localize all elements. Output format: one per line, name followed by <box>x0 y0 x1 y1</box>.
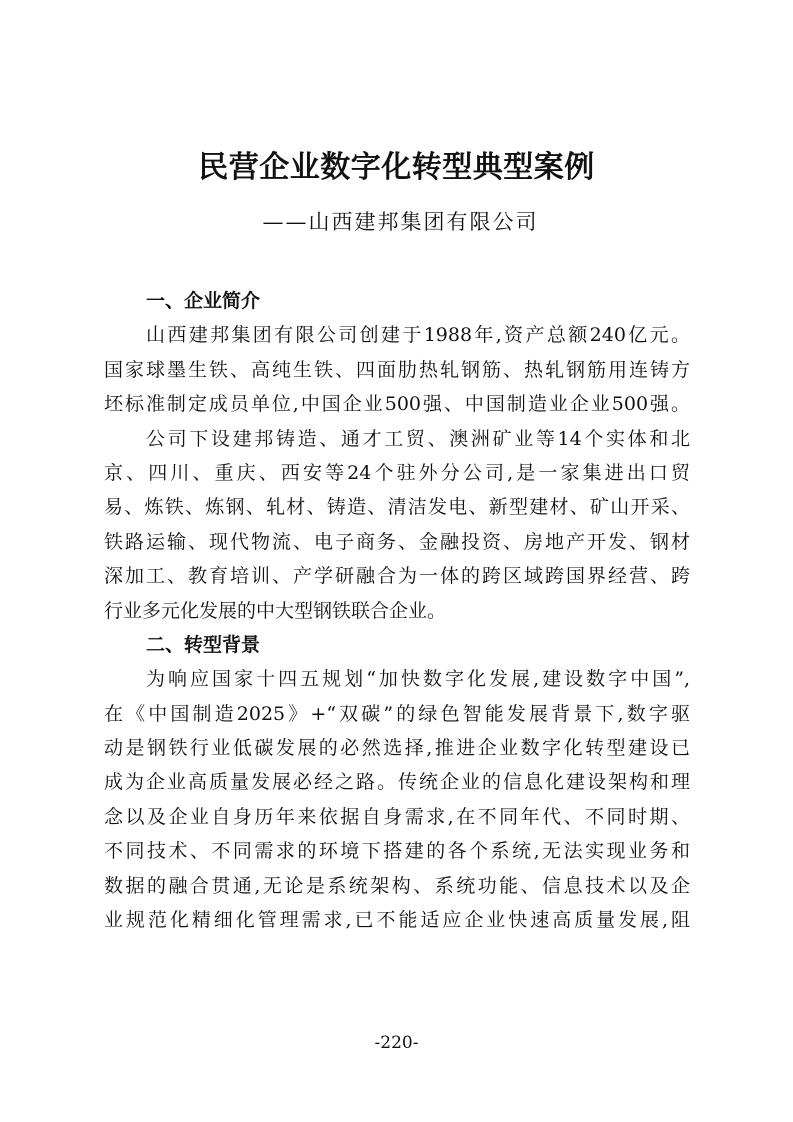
text-line: 数据的融合贯通,无论是系统架构、系统功能、信息技术以及企 <box>104 874 690 897</box>
text-line: 京、四川、重庆、西安等24个驻外分公司,是一家集进出口贸 <box>104 461 690 484</box>
document-subtitle: ——山西建邦集团有限公司 <box>262 210 539 234</box>
text-line: 成为企业高质量发展必经之路。传统企业的信息化建设架构和理 <box>104 771 690 794</box>
paragraph <box>104 422 690 628</box>
section-transformation-background <box>104 628 690 938</box>
text-line: 业规范化精细化管理需求,已不能适应企业快速高质量发展,阻 <box>104 909 690 932</box>
text-line: 为响应国家十四五规划“加快数字化发展,建设数字中国”, <box>146 668 690 691</box>
text-line: 在《中国制造2025》+“双碳”的绿色智能发展背景下,数字驱 <box>104 702 690 725</box>
text-line: 国家球墨生铁、高纯生铁、四面肋热轧钢筋、热轧钢筋用连铸方 <box>104 358 690 381</box>
section-company-intro <box>104 284 690 628</box>
document-body <box>104 284 690 937</box>
text-line: 行业多元化发展的中大型钢铁联合企业。 <box>104 599 447 622</box>
section-heading: 一、企业简介 <box>146 290 261 312</box>
paragraph <box>104 318 690 421</box>
section-heading: 二、转型背景 <box>146 633 261 656</box>
text-line: 动是钢铁行业低碳发展的必然选择,推进企业数字化转型建设已 <box>104 737 690 760</box>
paragraph <box>104 662 690 937</box>
text-line: 公司下设建邦铸造、通才工贸、澳洲矿业等14个实体和北 <box>146 427 690 450</box>
text-line: 山西建邦集团有限公司创建于1988年,资产总额240亿元。 <box>146 324 690 347</box>
text-line: 深加工、教育培训、产学研融合为一体的跨区域跨国界经营、跨 <box>104 565 690 588</box>
text-line: 念以及企业自身历年来依据自身需求,在不同年代、不同时期、 <box>104 805 690 828</box>
document-title: 民营企业数字化转型典型案例 <box>198 150 595 185</box>
text-line: 坯标准制定成员单位,中国企业500强、中国制造业企业500强。 <box>104 393 690 416</box>
text-line: 铁路运输、现代物流、电子商务、金融投资、房地产开发、钢材 <box>104 530 690 553</box>
page-number: -220- <box>374 1033 419 1053</box>
text-line: 不同技术、不同需求的环境下搭建的各个系统,无法实现业务和 <box>104 840 690 863</box>
text-line: 易、炼铁、炼钢、轧材、铸造、清洁发电、新型建材、矿山开采、 <box>104 496 690 519</box>
